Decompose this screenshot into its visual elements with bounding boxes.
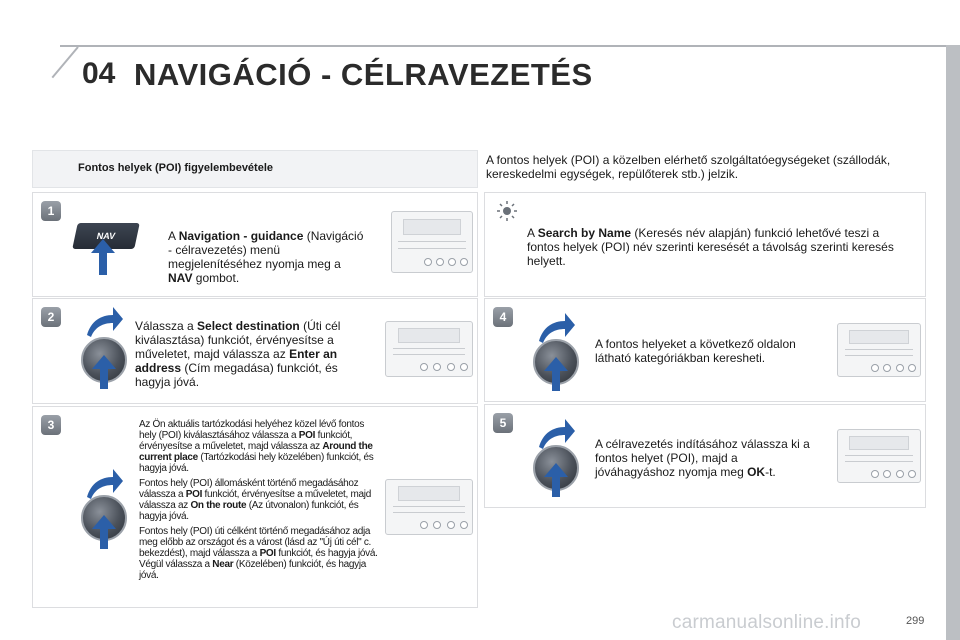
step-number-3: 3 [41, 415, 61, 435]
watermark: carmanualsonline.info [672, 612, 862, 633]
step-3-paragraph: Fontos hely (POI) úti célként történő megadásához adja meg előbb az országot és a várost (lásd az "Új úti cél" c. bekezdést), majd válassza a POI funkciót, és hagyja jóvá. Végül válassza a Near (Közelében) funkciót, és hagyja jóvá. [139, 526, 378, 581]
tip-text: A Search by Name (Keresés név alapján) funkció lehetővé teszi a fontos helyek (POI) név szerinti keresését a távolság szerinti keresés helyett. [527, 226, 894, 268]
press-arrow-icon [91, 239, 115, 275]
step-number-2: 2 [41, 307, 61, 327]
press-arrow-icon [544, 463, 568, 497]
step-5-text: A célravezetés indításához válassza ki a fontos helyet (POI), majd a jóváhagyáshoz nyomja meg OK-t. [595, 437, 810, 479]
step-3-paragraph: Fontos hely (POI) állomásként történő megadásához válassza a POI funkciót, érvényesítse a műveletet, majd válassza az On the route (Az útvonalon) funkciót, és hagyja jóvá. [139, 478, 371, 522]
step-1-text: A Navigation - guidance (Navigáció - célravezetés) menü megjelenítéséhez nyomja meg a NAV gombot. [168, 229, 364, 285]
step-number-1: 1 [41, 201, 61, 221]
rotate-arrow-icon [85, 307, 123, 337]
step-number-5: 5 [493, 413, 513, 433]
step-1-panel [32, 192, 478, 297]
step-4-text: A fontos helyeket a következő oldalon látható kategóriákban keresheti. [595, 337, 796, 365]
page-number: 299 [906, 615, 925, 627]
header-diagonal-rule [52, 46, 79, 78]
press-arrow-icon [92, 515, 116, 549]
side-tab-bar [946, 45, 960, 640]
radio-unit-illustration [385, 479, 473, 535]
step-2-panel [32, 298, 478, 404]
radio-unit-illustration [837, 429, 921, 483]
step-5-panel [484, 404, 926, 508]
radio-unit-illustration [391, 211, 473, 273]
poi-description: A fontos helyek (POI) a közelben elérhető szolgáltatóegységeket (szállodák, kereskedelmi egységek, repülőterek stb.) jelzik. [486, 153, 891, 181]
lightbulb-icon [497, 201, 517, 221]
step-3-paragraph: Az Ön aktuális tartózkodási helyéhez közel lévő fontos hely (POI) kiválasztásához válassza a POI funkciót, érvényesítse a műveletet, majd válassza az Around the current place (Tartózkodási hely közelében) funkciót, és hagyja jóvá. [139, 419, 374, 474]
step-4-panel [484, 298, 926, 402]
nav-button[interactable]: NAV [72, 223, 140, 249]
page-title: NAVIGÁCIÓ - CÉLRAVEZETÉS [134, 57, 593, 92]
radio-unit-illustration [837, 323, 921, 377]
chapter-number: 04 [82, 57, 116, 90]
step-3-panel [32, 406, 478, 608]
header-rule [60, 45, 955, 47]
tip-panel [484, 192, 926, 297]
step-3-text [139, 419, 379, 585]
step-number-4: 4 [493, 307, 513, 327]
poi-header-box [32, 150, 478, 188]
step-2-text: Válassza a Select destination (Úti cél kiválasztása) funkciót, érvényesítse a műveletet, majd válassza az Enter an address (Cím megadása) funkciót, és hagyja jóvá. [135, 319, 341, 389]
radio-unit-illustration [385, 321, 473, 377]
poi-title: Fontos helyek (POI) figyelembevétele [78, 162, 274, 174]
press-arrow-icon [544, 357, 568, 391]
press-arrow-icon [92, 355, 116, 389]
